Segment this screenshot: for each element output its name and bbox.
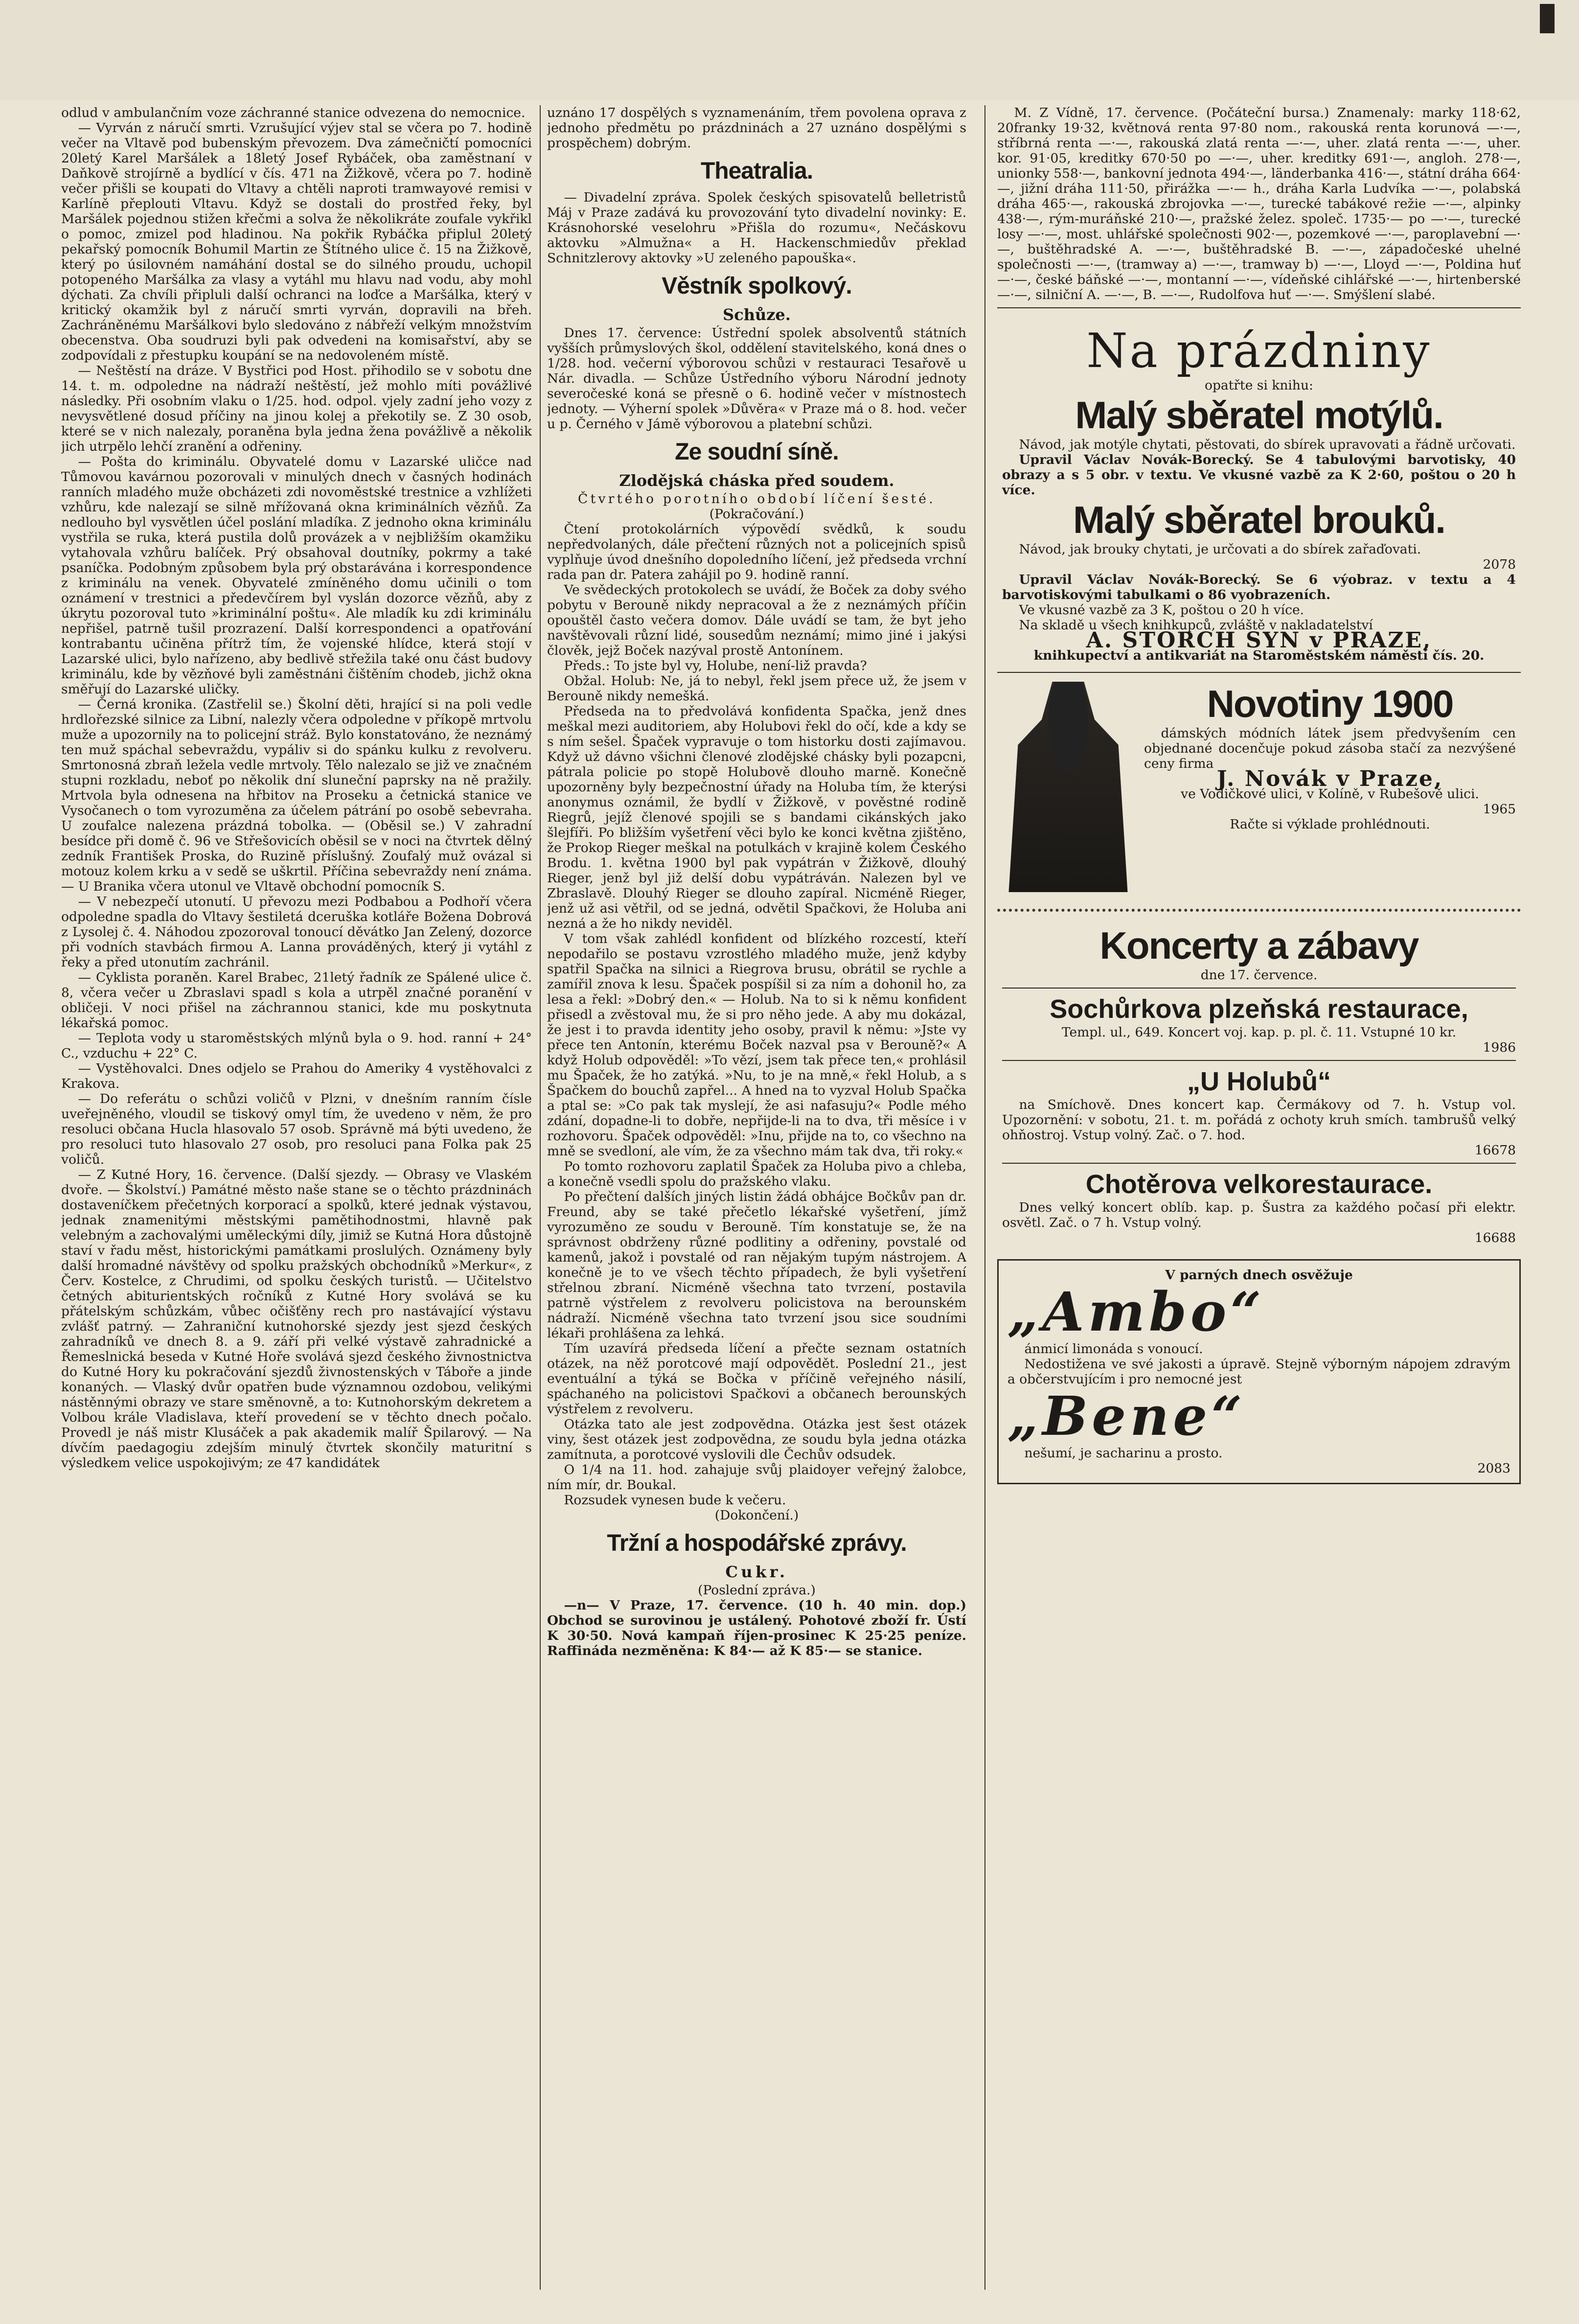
news-item: — Vystěhovalci. Dnes odjelo se Prahou do Ameriky 4 vystěhovalci z Krakova. (61, 1061, 532, 1091)
court-paragraph: Otázka tato ale jest zodpovědna. Otázka jest šest otázek viny, šest otázek jest zodpovědna, ze soudu byla jedna otázka zamítnuta, a porotcové vyslovili dle Čechův odsudek. (547, 1417, 966, 1462)
ad-text: opatřte si knihu: (1205, 378, 1313, 393)
venue-text: Dnes velký koncert oblíb. kap. p. Šustra za každého počasí při elektr. osvětl. Zač. o 7 h. Vstup volný. (1002, 1200, 1516, 1230)
venue-text: na Smíchově. Dnes koncert kap. Čermákovy od 7. h. Vstup vol. Upozornění: v sobotu, 21. t. m. pořádá z ochoty kruh smích. tambrušů velký ohňostroj. Vstup volný. Zač. o 7. hod. (1002, 1097, 1516, 1143)
court-paragraph: Předseda na to předvolává konfidenta Spačka, jenž dnes meškal mezi auditoriem, aby Holubovi řekl do očí, kde a kdy se s ním sešel. Špaček vypravuje o tom historku dosti zajímavou. Když už dávno všichni členové zlodějské chásky byli pozapcni, pátrala policie po stopě Holubově dlouho marně. Konečně upozorněny byly bezpečnostní úřady na Holuba tím, že kterýsi anonymus oznámil, že bydlí v Žižkově, v pověstné rodině Riegrů, jejíž členové spojili se s bandami cikánských jako šlejfíři. Po bližším vyšetření věci bylo ke konci května zjištěno, že Prokop Rieger meškal na potulkách v krajině kolem Českého Brodu. 1. května 1900 byl pak vypátrán v Žižkově, dlouhý Rieger, jenž byl již delší dobu vypátráván. Nalezen byl ve Zbraslavě. Dlouhý Rieger se dlouho zapíral. Nicméně Rieger, jenž už asi větřil, od se jedná, odvětil Spačkovi, že Holuba ani nezná a že ho nikdy neviděl. (547, 704, 966, 931)
continued-text: uznáno 17 dospělých s vyznamenáním, třem povolena oprava z jednoho předmětu po prázdninách a 27 uznáno dospělými s prospěchem) dobrým. (547, 105, 966, 151)
subheading-schuze: Schůze. (723, 305, 791, 324)
court-paragraph: Ve svědeckých protokolech se uvádí, že Boček za doby svého pobytu v Berouně nikdy nepracoval a že z neznámých příčin opouštěl často večera domov. Dále uvádí se tam, že byt jeho navštěvovali různí lidé, sousedům neznámí; mimo jiné i jakýsi člověk, jejž Boček nazýval prostě Antonínem. (547, 582, 966, 658)
ad-headline: Novotiny 1900 (1207, 682, 1453, 725)
stock-exchange-text: M. Z Vídně, 17. července. (Počáteční bursa.) Znamenaly: marky 118·62, 20franky 19·32, květnová renta 97·80 nom., rakouská renta korunová —·—, stříbrná renta —·—, rakouská zlatá renta —·—, uher. zlatá renta —·—, uher. kor. 91·05, kreditky 670·50 po —·—, uher. kreditky 691·—, angloh. 278·—, unionky 558·—, bankovní jednota 494·—, länderbanka 416·—, státní dráha 664·—, jižní dráha 111·50, přirážka —·— h., dráha Karla Ludvíka —·—, polabská dráha 465·—, rakouská zbrojovka —·—, turecké tabákové režie —·—, alpinky 438·—, rým-muráňské 210·—, pražské želez. společ. 1735·— po —·—, turecké losy —·—, most. uhlářské společnosti 902·—, pozemkové —·—, paroplavební —·—, buštěhradské A. —·—, buštěhradské B. —·—, západočeské uhelné společnosti —·—, (tramway a) —·—, tramway b) —·—, Lloyd —·—, Poldina huť —·—, české báňské —·—, montanní —·—, vídeňské cihlářské —·—, hirtenberské —·—, silniční A. —·—, B. —·—, Rudolfova huť —·—. Smýšlení slabé. (997, 105, 1521, 302)
ad-text: Račte si výklade prohlédnouti. (1230, 817, 1430, 832)
ad-number: 1986 (1483, 1040, 1516, 1055)
ad-text: Ve vkusné vazbě za 3 K, poštou o 20 h více. (1019, 602, 1304, 618)
ad-text: ve Vodičkové ulici, v Kolíně, v Rubešově ulici. (1181, 786, 1479, 802)
brand-ambo: „Ambo“ (1007, 1280, 1265, 1343)
ad-text: Návod, jak brouky chytati, je určovati a do sbírek zařaďovati. (1019, 542, 1421, 557)
ad-number: 16678 (1474, 1143, 1516, 1158)
divider (997, 307, 1521, 308)
ad-text: Nedostižena ve své jakosti a úpravě. Stejně výborným nápojem zdravým a občerstvujícím i pro nemocné jest (1007, 1357, 1510, 1387)
meetings-text: Dnes 17. července: Ústřední spolek absolventů státních vyšších průmyslových škol, oddělení stavitelského, koná dnes o 1/28. hod. večerní výborovou schůzi v restauraci Tesařově u Nár. divadla. — Schůze Ústředního výboru Národní jednoty severočeské koná se přesně o 6. hodině večer v místnostech jednoty. — Výherní spolek »Důvěra« v Praze má o 8. hod. večer u p. Černého v Jámě výborovou a platební schůzi. (547, 325, 966, 432)
ad-text: Upravil Václav Novák-Borecký. Se 6 výobraz. v textu a 4 barvotiskovými tabulkami o 86 vyobrazeních. (1002, 572, 1516, 602)
news-item: — Cyklista poraněn. Karel Brabec, 21letý řadník ze Spálené ulice č. 8, včera večer u Zbraslavi spadl s kola a utrpěl značné poranění v obličeji. V noci přišel na záchrannou stanici, kde mu poskytnuta lékařská pomoc. (61, 970, 532, 1031)
ad-book-title: Malý sběratel motýlů. (1075, 393, 1443, 437)
court-paragraph: Rozsudek vynesen bude k večeru. (564, 1493, 786, 1508)
news-item: — Neštěstí na dráze. V Bystřici pod Host. přihodilo se v sobotu dne 14. t. m. odpoledne na nádraží neštěstí, jež mohlo míti povážlivé následky. Při osobním vlaku o 1/25. hod. odpol. vjely zadní jeho vozy z nevysvětlené dosud příčiny na jinou kolej a překotily se. Z 30 osob, které se v nich nalezaly, poraněna byla jedna žena povážlivě a několik jich utrpělo lehčí zranění a odřeniny. (61, 363, 532, 454)
ad-date: dne 17. července. (1200, 967, 1318, 983)
article-subtitle: Čtvrtého porotního období líčení šesté. (578, 491, 936, 506)
court-paragraph: Po přečtení dalších jiných listin žádá obhájce Bočkův pan dr. Freund, aby se také přečetlo lékařské vyšetření, jímž vyrozuměno ze soudu v Berouně. Tím konstatuje se, že na správnost obdrženy různé podlitiny a odřeniny, povstalé od kamenů, jakož i povstalé od ran nějakým tupým nástrojem. A konečně je to ve všech těchto případech, že byli vyšetření střelnou zbraní. Nicméně všechna tato tvrzení, postavila patrně výstřelem z revolveru policistova na berounském nádraží. Nicméně všechna tato tvrzení jsou sice soudními lékaři prohlášena za lehká. (547, 1189, 966, 1341)
ad-text: Upravil Václav Novák-Borecký. Se 4 tabulovými barvotisky, 40 obrazy a s 5 obr. v textu. Ve vkusné vazbě za K 2·60, poštou o 20 h více. (1002, 452, 1516, 498)
court-paragraph: O 1/4 na 11. hod. zahajuje svůj plaidoyer veřejný žalobce, ním mír, dr. Boukal. (547, 1462, 966, 1493)
section-heading-vestnik: Věstník spolkový. (662, 273, 852, 299)
article-title: Zlodějská cháska před soudem. (619, 471, 894, 490)
ad-number: 16688 (1474, 1230, 1516, 1245)
venue-title: „U Holubů“ (1187, 1067, 1331, 1096)
ad-publisher-name: A. STORCH SYN v PRAZE, (1086, 628, 1432, 653)
page-top-margin (0, 0, 1579, 100)
ad-ambo-bene (997, 1259, 1521, 1484)
section-heading-theatralia: Theatralia. (700, 158, 813, 184)
ad-text: Na skladě u všech knihkupců, zvláště v nakladatelství (1019, 618, 1373, 633)
court-paragraph: V tom však zahlédl konfident od blízkého rozcestí, kteří nepodařilo se postavu vzrostlého mladého muže, jenž kdyby spatřil Spačka na silnici a Riegrova brusu, obrátil se rychle a zamířil znova k lesu. Špaček pospíšil si za ním a dohonil ho, za lesa a řekl: »Dobrý den.« — Holub. Na to si k němu konfident přisedl a zvěstoval mu, že si pro něho jede. A aby mu dokázal, že jest i to pravda identity jeho osoby, pravil k němu: »Jste vy přece ten Antonín, kterému Boček nazval psa v Berouně?« A když Holub odpověděl: »To vězí, jsem tak přece ten,« prohlásil mu Špaček, že ho zatýká. »Nu, to je na mně,« řekl Holub, a s Špačkem do bouchů zapřel... A hned na to vyzval Holub Spačka a ptal se: »Co pak tak myslejí, že asi nafasuju?« Podle mého zdání, dopadne-li to dobře, nepřijde-li na to dva, tři měsíce i v rozhovoru. Špaček odpověděl: »Inu, přijde na to, co všechno na mně se svedloní, ale vím, že za všechno mám tak dva, tři roky.« (547, 931, 966, 1159)
divider (997, 672, 1521, 673)
venue-title: Chotěrova velkorestaurace. (1085, 1170, 1433, 1199)
column-middle (547, 105, 966, 2295)
brand-bene: „Bene“ (1007, 1384, 1246, 1448)
section-heading-soudni: Ze soudní síně. (675, 439, 839, 465)
news-item: — V nebezpečí utonutí. U převozu mezi Podbabou a Podhoří včera odpoledne spadla do Vltavy šestiletá dceruška kotláře Božena Dobrová z Lysolej č. 4. Náhodou zpozoroval tonoucí děvátko Jan Zelený, dozorce při vodních stavbách firmou A. Lanna prováděných, který ji vytáhl z řeky a před utonutím zachránil. (61, 894, 532, 970)
venue-title: Sochůrkova plzeňská restaurace, (1050, 994, 1468, 1024)
ad-number: 2083 (1477, 1461, 1510, 1476)
cukr-note: (Poslední zpráva.) (698, 1583, 816, 1598)
page-corner-mark (1540, 4, 1555, 33)
ad-number: 1965 (1483, 802, 1516, 817)
court-paragraph: Po tomto rozhovoru zaplatil Špaček za Holuba pivo a chleba, a konečně vsedli spolu do pražského vlaku. (547, 1159, 966, 1189)
column-rule-left (540, 105, 541, 2290)
news-item: — Černá kronika. (Zastřelil se.) Školní děti, hrající si na poli vedle hrdlořezské silnice za Libní, nalezly včera odpoledne v příkopě mrtvolu muže a upozornily na to policejní stráž. Bylo konstatováno, že neznámý ten muž spáchal sebevraždu, vypáliv si do spánku kulku z revolveru. Smrtonosná zbraň ležela vedle mrtvoly. Tělo nalezalo se již ve značném stupni rozkladu, neboť po několik dní sluneční paprsky na ně pražily. Mrtvola byla odnesena na hřbitov na Proseku a četnická stanice ve Vysočanech o tom vyrozuměna za účelem pátrání po osobě sebevraha. U zoufalce nalezena prázdná tobolka. — (Oběsil se.) V zahradní besídce při domě č. 96 ve Střešovicích oběsil se v noci na čtvrtek dělný zedník František Proska, do Ruzině příslušný. Zoufalý muž ovázal si motouz kolem krku a v sedě se uškrtil. Příčina sebevraždy není známa. — U Branika včera utonul ve Vltavě obchodní pomocník S. (61, 697, 532, 894)
ad-concerts (997, 920, 1521, 1249)
news-item: — Do referátu o schůzi voličů v Plzni, v dnešním ranním čísle uveřejněného, vloudil se tiskový omyl tím, že uvedeno v něm, že pro resoluci občana Hucla hlasovalo 57 osob. Správně má býti uvedeno, že pro resoluci tuto hlasovalo 27 osob, pro resoluci pana Folka pak 25 voličů. (61, 1091, 532, 1167)
ad-text: Návod, jak motýle chytati, pěstovati, do sbírek upravovati a řádně určovati. (1019, 437, 1516, 452)
column-news (61, 105, 532, 2295)
subheading-cukr: Cukr. (725, 1563, 788, 1581)
venue-text: Templ. ul., 649. Koncert voj. kap. p. pl. č. 11. Vstupné 10 kr. (1061, 1025, 1457, 1040)
divider (1002, 988, 1516, 989)
column-ads (997, 105, 1521, 2295)
ad-number: 2078 (1483, 557, 1516, 572)
court-paragraph: Předs.: To jste byl vy, Holube, není-liž pravda? (564, 658, 867, 673)
divider (1002, 1060, 1516, 1061)
news-item: — Teplota vody u staroměstských mlýnů byla o 9. hod. ranní + 24° C., vzduchu + 22° C. (61, 1031, 532, 1061)
continuation-note: (Pokračování.) (709, 506, 804, 522)
ad-book-title: Malý sběratel brouků. (1073, 498, 1445, 541)
ad-shop-name: J. Novák v Praze, (1216, 766, 1443, 791)
ad-book-storch (997, 313, 1521, 667)
ad-text: V parných dnech osvěžuje (1165, 1267, 1353, 1283)
ad-text: knihkupectví a antikvariát na Staroměstském náměstí čís. 20. (1033, 648, 1485, 663)
news-item: — Vyrván z náručí smrti. Vzrušující výjev stal se včera po 7. hodině večer na Vltavě pod bubenským převozem. Dva zámečničtí pomocníci 20letý Karel Maršálek a 18letý Josef Rybáček, oba zaměstnaní v Daňkově strojírně a bydlící v čís. 471 na Žižkově, včera po 7. hodině večer přišli se koupati do Vltavy a chtěli naproti tramwayové remisi v Karlíně přeplouti Vltavu. Když se dostali do prostřed řeky, byl Maršálek pojednou stižen křečmi a solva že několikráte zoufale vykřikl o pomoc, zmizel pod hladinou. Na pokřik Rybáčka připlul 20letý pekařský pomocník Bohumil Martin ze Štítného ulice č. 15 na Žižkově, který po úsilovném namáhání dostal se do silného proudu, uchopil potopeného Maršálka za vlasy a vytáhl mu hlavu nad vodu, aby mohl dýchati. Za chvíli připluli další ochranci na loďce a Maršálka, který v kritický okamžik byl z náručí smrti vyrván, dopravili na břeh. Zachráněnému Maršálkovi bylo sledováno z nábřeží velkým množstvím obecenstva. Oba soudruzi byli pak odvedeni na komisařství, aby se zodpovídali z přestupku koupání se na nedovoleném místě. (61, 120, 532, 363)
news-item: — Z Kutné Hory, 16. července. (Další sjezdy. — Obrasy ve Vlaském dvoře. — Školství.) Památné město naše stane se o těchto prázdninách dostaveníčkem přečetných korporací a spolků, které jednak výstavou, jednak znamenitými městskými pamětihodnostmi, hlavně pak velebným a zachovalými uměleckými díly, jimiž se Kutná Hora důstojně staví v řadu měst, historickými památkami proslulých. Oznámeny byly další hromadné návštěvy od spolku pražských obchodníků »Merkur«, z Červ. Kostelce, z Chrudimi, od spolku českých turistů. — Učitelstvo četných abiturientských ročníků z Kutné Hory svolává se ku přátelským schůzkám, vůbec očišťěny rech pro nastávající výstavu zvlášť patrný. — Zahraniční kutnohorské sjezdy jest sjezd českých zahradníků ve dnech 8. a 9. září při velké výstavě zahradnické a Řemeslnická beseda v Kutné Hoře svolává sjezd českého živnostnictva do Kutné Hory ku pokračování sjezdů živnostenských v Táboře a jinde konaných. — Vlaský dvůr opatřen bude významnou ozdobou, velikými nástěnnými obrazy ve stare směnovně, a to: Kutnohorským dekretem a Volbou krále Vladislava, kteří provedení se v těchto dnech počalo. Provedl je náš mistr Klusáček a pak akademik malíř Špilarový. — Na dívčím paedagogiu zdejším minulý čtvrtek skončily maturitní s výsledkem velice uspokojivým; ze 47 kandidátek (61, 1167, 532, 1471)
sugar-market-text: —n— V Praze, 17. července. (10 h. 40 min. dop.) Obchod se surovinou je ustálený. Pohotové zboží fr. Ústí K 30·50. Nová kampaň říjen-prosinec K 25·25 peníze. Raffináda nezměněna: K 84·— až K 85·— se stanice. (547, 1598, 966, 1658)
ad-text: ánmicí limonáda s vonoucí. (1024, 1341, 1203, 1357)
column-rule-right (984, 105, 985, 2290)
court-paragraph: Tím uzavírá předseda líčení a přečte seznam ostatních otázek, na něž porotcové mají odpovědět. Poslední 21., jest eventuální a týká se Bočka v příčině veřejného násilí, spáchaného na policistovi Spačkovi a občanech berounských výstřelem z revolveru. (547, 1341, 966, 1417)
ad-text: nešumí, je sacharinu a prosto. (1024, 1446, 1223, 1461)
section-heading-trzni: Tržní a hospodářské zprávy. (607, 1530, 907, 1556)
divider (1002, 1163, 1516, 1164)
news-item: odlud v ambulančním voze záchranné stanice odvezena do nemocnice. (61, 105, 526, 120)
ad-headline: Na prázdniny (1086, 323, 1432, 378)
ad-headline: Koncerty a zábavy (1099, 924, 1419, 967)
news-item: — Pošta do kriminálu. Obyvatelé domu v Lazarské uličce nad Tůmovou kavárnou pozorovali v minulých dnech v časných hodinách ranních mladého muže obcházeti zdi novoměstské trestnice a vzhlížeti vzhůru, kde nalezají se silně mřížovaná okna kriminálních vězňů. Za nedlouho byl vysvětlen účel poslání mladíka. Z jednoho okna kriminálu vystřila se ruka, která pustila dolů provázek a v nejbližším okamžiku vytahovala vzhůru balíček. Prý obsahoval doutníky, pokrmy a také psaníčka. Podobným způsobem byla prý obstarávána i korrespondence z kriminálu na venek. Obyvatelé zmíněného domu učinili o tom oznámení v trestnici a předevčírem byl vyslán dozorce vězňů, aby z úkrytu pozoroval tuto »kriminální poštu«. Ale mladík ku zdi kriminálu nepřišel, patrně tušil prozrazení. Další korrespondenci a opatřování kontrabantu učiněna přítrž tím, že vojenské hlídce, která stojí v Lazarské ulici, bylo nařízeno, aby bedlivě střežila také onu část budovy kriminálu, kde by vězňové byli zaměstnáni čištěním chodeb, jichž okna směřují do Lazarské uličky. (61, 454, 532, 697)
theatre-item: — Divadelní zpráva. Spolek českých spisovatelů belletristů Máj v Praze zadává ku provozování tyto divadelní novinky: E. Krásnohorské veselohru »Přišla do rozumu«, Nečáskovu aktovku »Almužna« a H. Hackenschmiedův překlad Schnitzlerovy aktovky »U zeleného papouška«. (547, 190, 966, 266)
ad-text: dámských módních látek jsem předvyšením cen objednané docenčuje pokud zásoba stačí za nezvýšené ceny firma (1144, 726, 1516, 771)
dotted-divider (997, 909, 1521, 912)
end-note: (Dokončení.) (714, 1508, 799, 1523)
court-paragraph: Čtení protokolárních výpovědí svědků, k soudu nepředvolaných, dále přečtení různých not a policejních spisů vyplňuje úvod dnešního dopoledního líčení, jež předseda vrchní rada pan dr. Patera zahájil po 9. hodině ranní. (547, 522, 966, 582)
court-paragraph: Obžal. Holub: Ne, já to nebyl, řekl jsem přece už, že jsem v Berouně nikdy nemešká. (547, 673, 966, 704)
ad-novotiny (997, 678, 1521, 901)
